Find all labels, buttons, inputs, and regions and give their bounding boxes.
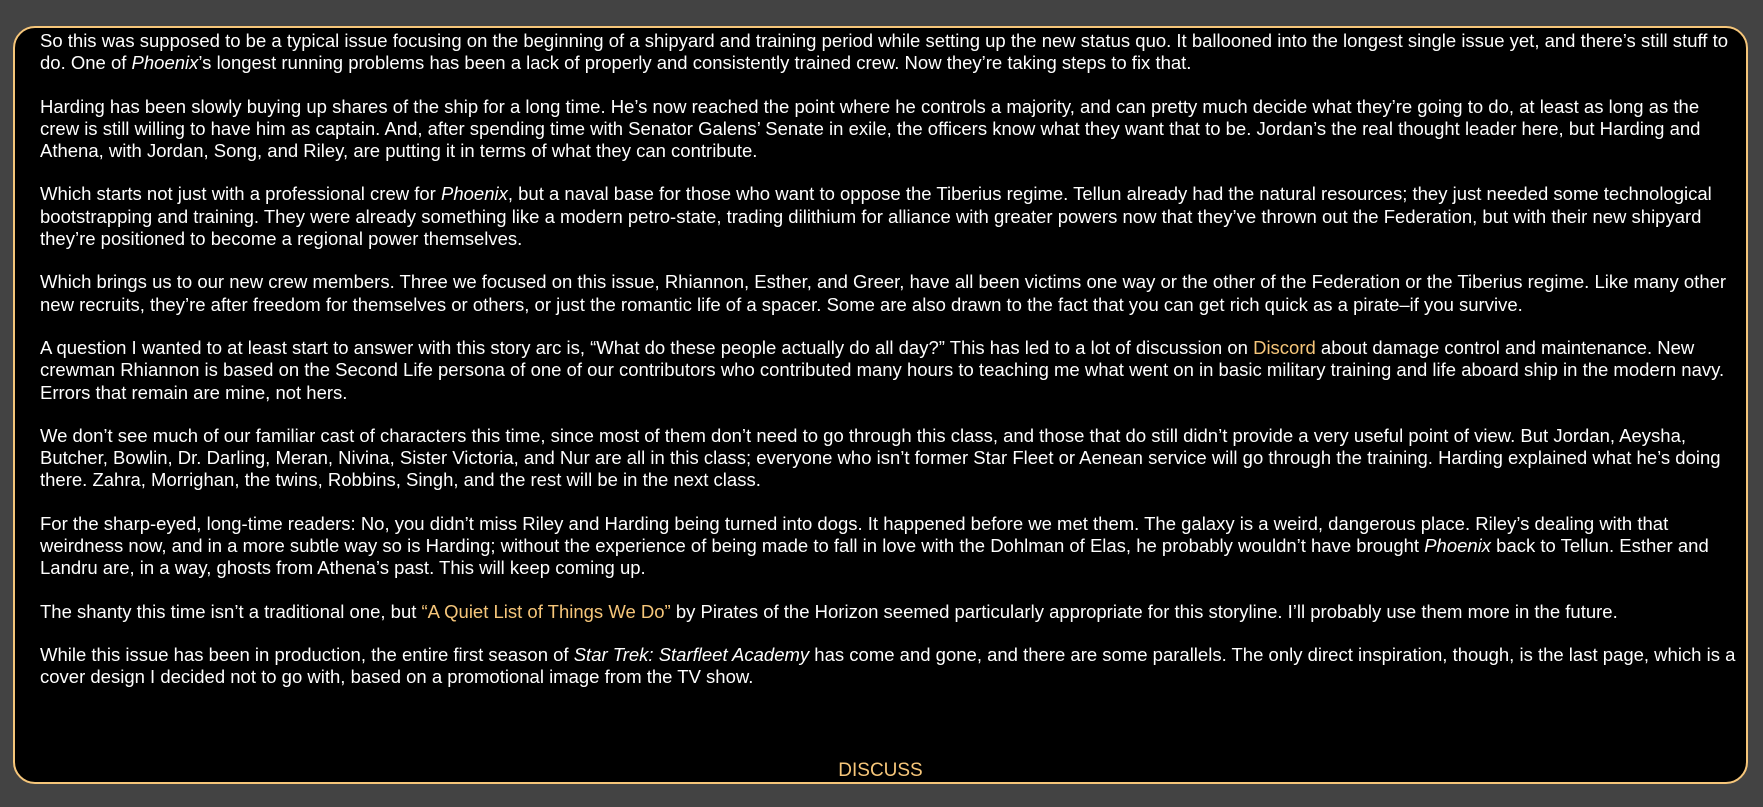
ship-name: Phoenix bbox=[131, 52, 199, 74]
show-title: Star Trek: Starfleet Academy bbox=[573, 643, 810, 665]
ship-name: Phoenix bbox=[1424, 535, 1492, 557]
paragraph-8: The shanty this time isn’t a traditional one, but “A Quiet List of Things We Do” by Pirates of the Horizon seemed particularly appropriate for this storyline. I’ll probably use them more in the future. bbox=[40, 600, 1618, 622]
discuss-link[interactable]: DISCUSS bbox=[838, 760, 923, 781]
post-body bbox=[40, 30, 1740, 710]
post-panel bbox=[13, 26, 1748, 784]
paragraph-1: So this was supposed to be a typical issue focusing on the beginning of a shipyard and training period while setting up the new status quo. It ballooned into the longest single issue yet, and there’s still stuff to do. One of Phoenix’s longest running problems has been a lack of properly and consistently trained crew. Now they’re taking steps to fix that. bbox=[40, 30, 1728, 74]
paragraph-9: While this issue has been in production, the entire first season of Star Trek: Starfleet Academy has come and gone, and there are some parallels. The only direct inspiration, though, is the last page, which is a cover design I decided not to go with, based on a promotional image from the TV show. bbox=[40, 643, 1736, 688]
discord-link[interactable]: Discord bbox=[1253, 336, 1316, 358]
ship-name: Phoenix bbox=[440, 183, 508, 205]
shanty-link[interactable]: “A Quiet List of Things We Do” bbox=[421, 600, 671, 622]
paragraph-6: We don’t see much of our familiar cast of characters this time, since most of them don’t need to go through this class, and those that do still didn’t provide a very useful point of view. But Jordan, Aeysha, Butcher, Bowlin, Dr. Darling, Meran, Nivina, Sister Victoria, and Nur are all in this class; everyone who isn’t former Star Fleet or Aenean service will go through the training. Harding explained what he’s doing there. Zahra, Morrighan, the twins, Robbins, Singh, and the rest will be in the next class. bbox=[40, 424, 1721, 491]
paragraph-5: A question I wanted to at least start to answer with this story arc is, “What do these people actually do all day?” This has led to a lot of discussion on Discord about damage control and maintenance. New crewman Rhiannon is based on the Second Life persona of one of our contributors who contributed many hours to teaching me what went on in basic military training and life aboard ship in the modern navy. Errors that remain are mine, not hers. bbox=[40, 336, 1725, 403]
paragraph-3: Which starts not just with a professional crew for Phoenix, but a naval base for those who want to oppose the Tiberius regime. Tellun already had the natural resources; they just needed some technological bootstrapping and training. They were already something like a modern petro-state, trading dilithium for alliance with greater powers now that they’ve thrown out the Federation, but with their new shipyard they’re positioned to become a regional power themselves. bbox=[40, 183, 1712, 250]
paragraph-4: Which brings us to our new crew members. Three we focused on this issue, Rhiannon, Esther, and Greer, have all been victims one way or the other of the Federation or the Tiberius regime. Like many other new recruits, they’re after freedom for themselves or others, or just the romantic life of a spacer. Some are also drawn to the fact that you can get rich quick as a pirate–if you survive. bbox=[40, 271, 1727, 315]
paragraph-2: Harding has been slowly buying up shares of the ship for a long time. He’s now reached the point where he controls a majority, and can pretty much decide what they’re going to do, at least as long as the crew is still willing to have him as captain. And, after spending time with Senator Galens’ Senate in exile, the officers know what they want that to be. Jordan’s the real thought leader here, but Harding and Athena, with Jordan, Song, and Riley, are putting it in terms of what they can contribute. bbox=[40, 95, 1701, 162]
paragraph-7: For the sharp-eyed, long-time readers: No, you didn’t miss Riley and Harding being turned into dogs. It happened before we met them. The galaxy is a weird, dangerous place. Riley’s dealing with that weirdness now, and in a more subtle way so is Harding; without the experience of being made to fall in love with the Dohlman of Elas, he probably wouldn’t have brought Phoenix back to Tellun. Esther and Landru are, in a way, ghosts from Athena’s past. This will keep coming up. bbox=[40, 512, 1709, 579]
